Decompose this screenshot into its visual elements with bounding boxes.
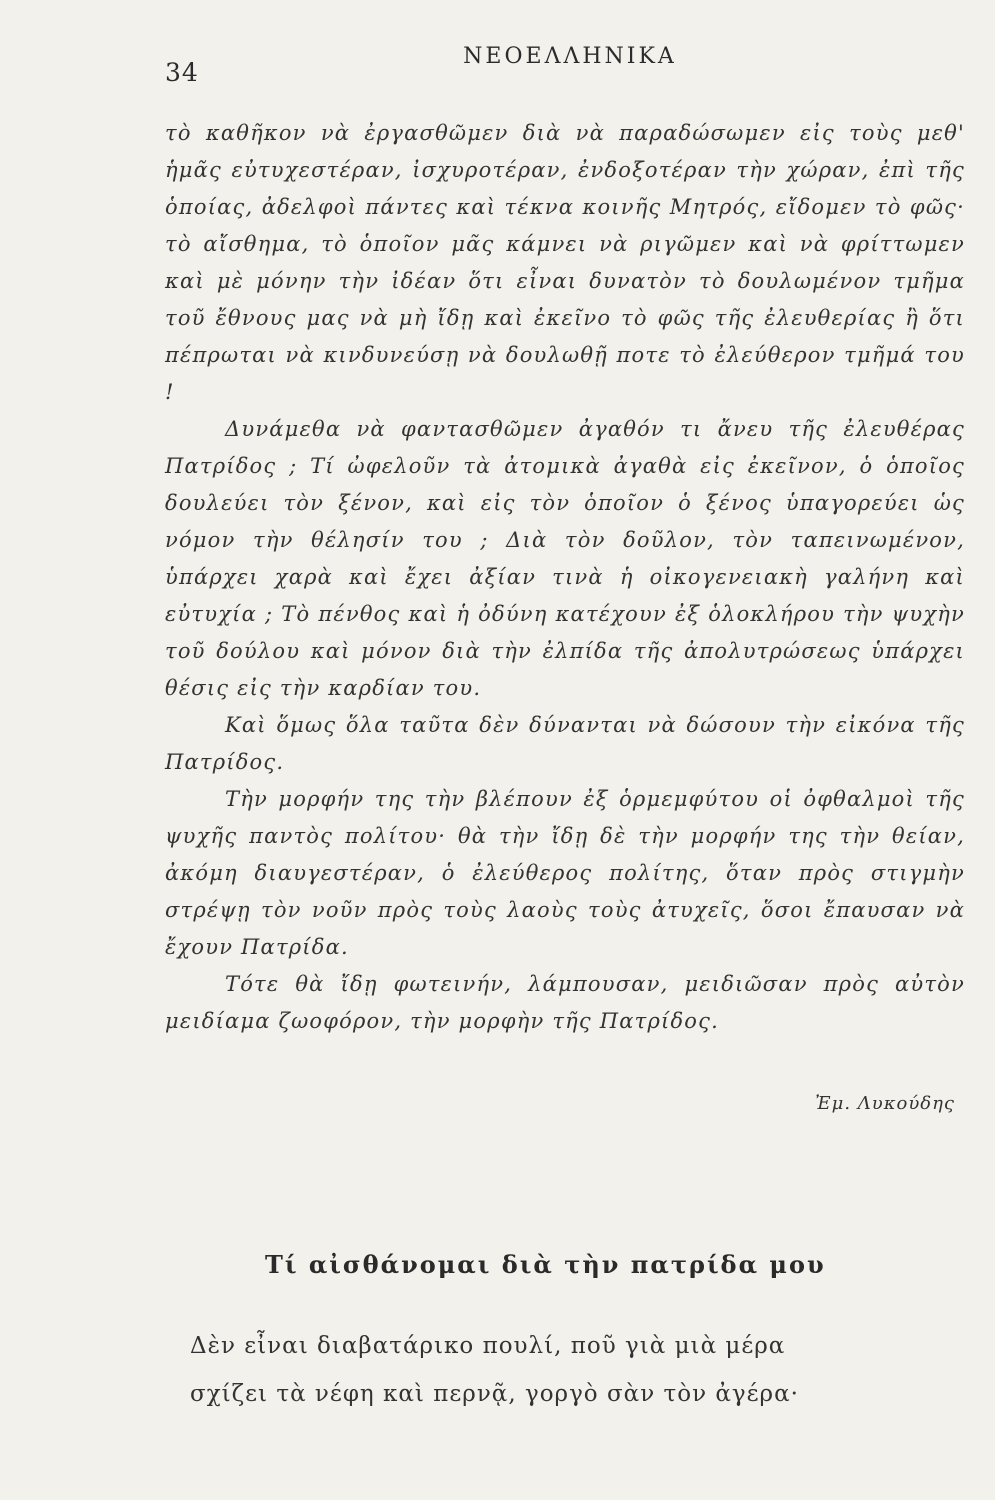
paragraph: τὸ καθῆκον νὰ ἐργασθῶμεν διὰ νὰ παραδώσωμεν εἰς τοὺς μεθ' ἡμᾶς εὐτυχεστέραν, ἰσχυροτέραν, ἐνδοξοτέραν τὴν χώραν, ἐπὶ τῆς ὁποίας, ἀδελφοὶ πάντες καὶ τέκνα κοινῆς Μητρός, εἴδομεν τὸ φῶς· τὸ αἴσθημα, τὸ ὁποῖον μᾶς κάμνει νὰ ριγῶμεν καὶ νὰ φρίττωμεν καὶ μὲ μόνην τὴν ἰδέαν ὅτι εἶναι δυνατὸν τὸ δουλωμένον τμῆμα τοῦ ἔθνους μας νὰ μὴ ἴδῃ καὶ ἐκεῖνο τὸ φῶς τῆς ἐλευθερίας ἢ ὅτι πέπρωται νὰ κινδυνεύσῃ νὰ δουλωθῇ ποτε τὸ ἐλεύθερον τμῆμά του ! bbox=[165, 121, 965, 404]
poem-line: σχίζει τὰ νέφη καὶ περνᾷ, γοργὸ σὰν τὸν ἀγέρα· bbox=[190, 1381, 799, 1407]
page-header bbox=[165, 40, 955, 87]
poem-title: Τί αἰσθάνομαι διὰ τὴν πατρίδα μου bbox=[265, 1250, 826, 1279]
author-signature: Ἐμ. Λυκούδης bbox=[815, 1093, 955, 1114]
paragraph: Δυνάμεθα νὰ φαντασθῶμεν ἀγαθόν τι ἄνευ τῆς ἐλευθέρας Πατρίδος ; Τί ὠφελοῦν τὰ ἀτομικὰ ἀγαθὰ εἰς ἐκεῖνον, ὁ ὁποῖος δουλεύει τὸν ξένον, καὶ εἰς τὸν ὁποῖον ὁ ξένος ὑπαγορεύει ὡς νόμον τὴν θέλησίν του ; Διὰ τὸν δοῦλον, τὸν ταπεινωμένον, ὑπάρχει χαρὰ καὶ ἔχει ἀξίαν τινὰ ἡ οἰκογενειακὴ γαλήνη καὶ εὐτυχία ; Τὸ πένθος καὶ ἡ ὀδύνη κατέχουν ἐξ ὁλοκλήρου τὴν ψυχὴν τοῦ δούλου καὶ μόνον διὰ τὴν ἐλπίδα τῆς ἀπολυτρώσεως ὑπάρχει θέσις εἰς τὴν καρδίαν του. bbox=[165, 417, 965, 700]
paragraph: Καὶ ὅμως ὅλα ταῦτα δὲν δύνανται νὰ δώσουν τὴν εἰκόνα τῆς Πατρίδος. bbox=[165, 713, 965, 774]
poem-line: Δὲν εἶναι διαβατάρικο πουλί, ποῦ γιὰ μιὰ μέρα bbox=[190, 1333, 786, 1359]
running-title: ΝΕΟΕΛΛΗΝΙΚΑ bbox=[463, 44, 677, 69]
poem-body bbox=[190, 1322, 940, 1418]
paragraph: Τότε θὰ ἴδῃ φωτεινήν, λάμπουσαν, μειδιῶσαν πρὸς αὐτὸν μειδίαμα ζωοφόρον, τὴν μορφὴν τῆς Πατρίδος. bbox=[165, 972, 965, 1033]
article-body bbox=[165, 115, 965, 1040]
paragraph: Τὴν μορφήν της τὴν βλέπουν ἐξ ὁρμεμφύτου οἱ ὀφθαλμοὶ τῆς ψυχῆς παντὸς πολίτου· θὰ τὴν ἴδῃ δὲ τὴν μορφήν της τὴν θείαν, ἀκόμη διαυγεστέραν, ὁ ἐλεύθερος πολίτης, ὅταν πρὸς στιγμὴν στρέψῃ τὸν νοῦν πρὸς τοὺς λαοὺς τοὺς ἀτυχεῖς, ὅσοι ἔπαυσαν νὰ ἔχουν Πατρίδα. bbox=[165, 787, 965, 959]
page-number: 34 bbox=[165, 58, 199, 87]
